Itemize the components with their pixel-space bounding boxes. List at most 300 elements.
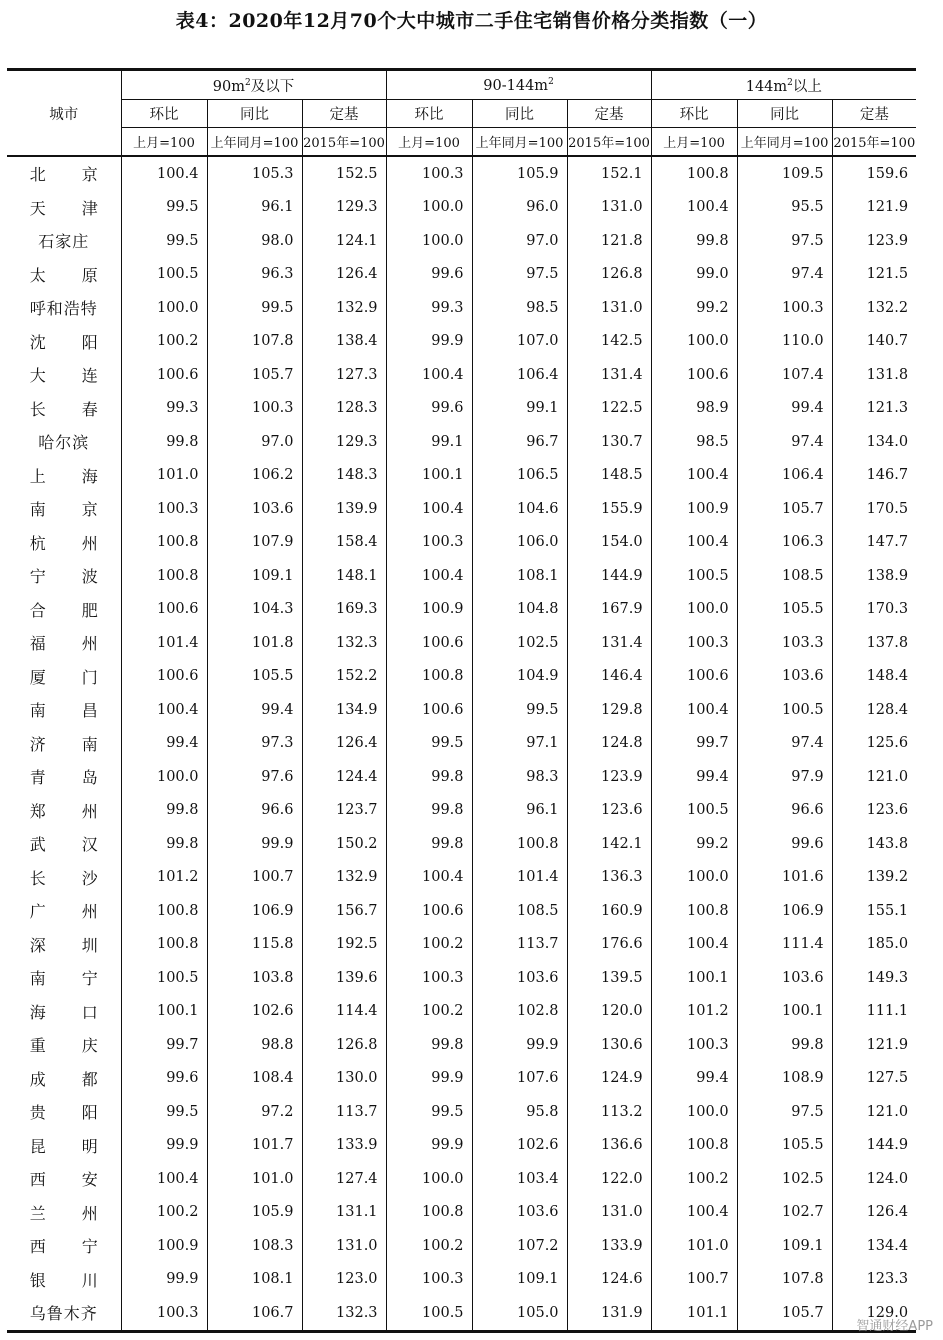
index-value-cell: 99.8 — [121, 794, 207, 828]
index-value-cell: 111.1 — [832, 995, 916, 1029]
city-cell — [7, 1196, 121, 1230]
index-value-cell: 123.3 — [832, 1263, 916, 1297]
table-row — [7, 593, 916, 627]
group-label-sup: 2 — [787, 77, 793, 88]
table-row — [7, 1296, 916, 1331]
group-header — [121, 70, 386, 100]
index-value-cell: 123.0 — [302, 1263, 386, 1297]
index-value-cell: 97.2 — [207, 1095, 302, 1129]
table-row — [7, 794, 916, 828]
index-value-cell: 152.5 — [302, 156, 386, 191]
unit-header: 上月=100 — [386, 128, 472, 157]
table-row — [7, 1062, 916, 1096]
index-value-cell: 101.4 — [121, 626, 207, 660]
index-value-cell: 105.5 — [737, 593, 832, 627]
index-value-cell: 99.9 — [386, 325, 472, 359]
index-value-cell: 121.9 — [832, 191, 916, 225]
index-value-cell: 99.5 — [207, 291, 302, 325]
index-value-cell: 170.3 — [832, 593, 916, 627]
group-label-post: 以上 — [792, 78, 822, 95]
table-row — [7, 961, 916, 995]
index-value-cell: 154.0 — [567, 526, 651, 560]
index-value-cell: 100.6 — [651, 660, 737, 694]
index-value-cell: 100.8 — [651, 894, 737, 928]
index-value-cell: 101.6 — [737, 861, 832, 895]
index-value-cell: 125.6 — [832, 727, 916, 761]
table-body — [7, 156, 916, 1331]
index-value-cell: 115.8 — [207, 928, 302, 962]
index-value-cell: 100.2 — [121, 1196, 207, 1230]
index-value-cell: 104.3 — [207, 593, 302, 627]
index-value-cell: 100.0 — [386, 1162, 472, 1196]
index-value-cell: 136.3 — [567, 861, 651, 895]
table-row — [7, 156, 916, 191]
index-value-cell: 100.3 — [737, 291, 832, 325]
index-value-cell: 99.5 — [386, 1095, 472, 1129]
index-value-cell: 99.6 — [121, 1062, 207, 1096]
index-value-cell: 136.6 — [567, 1129, 651, 1163]
city-name: 天津 — [29, 198, 98, 218]
index-value-cell: 127.5 — [832, 1062, 916, 1096]
index-value-cell: 106.2 — [207, 459, 302, 493]
index-value-cell: 102.6 — [472, 1129, 567, 1163]
index-value-cell: 170.5 — [832, 492, 916, 526]
sub-header: 定基 — [567, 100, 651, 128]
index-value-cell: 107.8 — [737, 1263, 832, 1297]
index-value-cell: 102.5 — [472, 626, 567, 660]
index-value-cell: 113.7 — [472, 928, 567, 962]
index-value-cell: 100.2 — [651, 1162, 737, 1196]
unit-header: 上年同月=100 — [737, 128, 832, 157]
table-title: 表4：2020年12月70个大中城市二手住宅销售价格分类指数（一） — [175, 10, 768, 32]
index-value-cell: 126.8 — [567, 258, 651, 292]
index-value-cell: 100.5 — [386, 1296, 472, 1331]
index-value-cell: 100.1 — [651, 961, 737, 995]
sub-header: 同比 — [737, 100, 832, 128]
unit-header: 2015年=100 — [567, 128, 651, 157]
index-value-cell: 100.8 — [121, 559, 207, 593]
city-name: 贵阳 — [29, 1103, 98, 1123]
index-value-cell: 101.0 — [121, 459, 207, 493]
index-value-cell: 108.3 — [207, 1229, 302, 1263]
index-value-cell: 160.9 — [567, 894, 651, 928]
index-value-cell: 99.4 — [651, 760, 737, 794]
index-value-cell: 100.3 — [386, 526, 472, 560]
index-value-cell: 100.4 — [651, 693, 737, 727]
index-value-cell: 100.3 — [207, 392, 302, 426]
table-row — [7, 1196, 916, 1230]
index-value-cell: 100.5 — [737, 693, 832, 727]
index-value-cell: 109.1 — [207, 559, 302, 593]
index-value-cell: 140.7 — [832, 325, 916, 359]
index-value-cell: 100.6 — [651, 358, 737, 392]
index-value-cell: 109.1 — [737, 1229, 832, 1263]
index-value-cell: 100.0 — [386, 224, 472, 258]
index-value-cell: 103.6 — [737, 961, 832, 995]
index-value-cell: 99.9 — [472, 1028, 567, 1062]
index-value-cell: 100.4 — [651, 928, 737, 962]
index-value-cell: 108.4 — [207, 1062, 302, 1096]
index-value-cell: 100.5 — [651, 559, 737, 593]
index-value-cell: 123.7 — [302, 794, 386, 828]
city-name: 乌鲁木齐 — [29, 1304, 98, 1324]
index-value-cell: 97.3 — [207, 727, 302, 761]
index-value-cell: 100.9 — [651, 492, 737, 526]
index-value-cell: 96.6 — [207, 794, 302, 828]
index-value-cell: 100.4 — [651, 1196, 737, 1230]
index-value-cell: 100.9 — [386, 593, 472, 627]
index-value-cell: 96.1 — [472, 794, 567, 828]
index-value-cell: 97.5 — [737, 1095, 832, 1129]
index-value-cell: 99.2 — [651, 291, 737, 325]
group-label-sup: 2 — [548, 76, 554, 87]
group-label-pre: 90m — [212, 78, 245, 95]
index-value-cell: 99.4 — [737, 392, 832, 426]
index-value-cell: 100.6 — [386, 626, 472, 660]
index-value-cell: 124.8 — [567, 727, 651, 761]
index-value-cell: 100.3 — [121, 492, 207, 526]
city-cell — [7, 559, 121, 593]
table-row — [7, 526, 916, 560]
index-value-cell: 106.4 — [472, 358, 567, 392]
index-value-cell: 99.8 — [386, 1028, 472, 1062]
table-row — [7, 224, 916, 258]
index-value-cell: 121.0 — [832, 1095, 916, 1129]
sub-header: 环比 — [121, 100, 207, 128]
index-value-cell: 97.4 — [737, 727, 832, 761]
index-value-cell: 120.0 — [567, 995, 651, 1029]
index-value-cell: 100.2 — [386, 928, 472, 962]
city-name: 青岛 — [29, 768, 98, 788]
index-value-cell: 122.5 — [567, 392, 651, 426]
index-value-cell: 109.5 — [737, 156, 832, 191]
city-cell — [7, 626, 121, 660]
index-value-cell: 100.0 — [121, 291, 207, 325]
index-value-cell: 100.3 — [386, 1263, 472, 1297]
index-value-cell: 100.9 — [121, 1229, 207, 1263]
city-name: 银川 — [29, 1270, 98, 1290]
city-cell — [7, 1296, 121, 1331]
index-value-cell: 101.2 — [651, 995, 737, 1029]
index-value-cell: 99.5 — [386, 727, 472, 761]
city-name: 厦门 — [29, 667, 98, 687]
index-value-cell: 139.2 — [832, 861, 916, 895]
city-cell — [7, 928, 121, 962]
table-row — [7, 258, 916, 292]
index-value-cell: 99.6 — [386, 258, 472, 292]
city-name: 郑州 — [29, 801, 98, 821]
city-cell — [7, 291, 121, 325]
unit-header: 上月=100 — [121, 128, 207, 157]
index-value-cell: 98.3 — [472, 760, 567, 794]
index-value-cell: 152.2 — [302, 660, 386, 694]
index-value-cell: 99.5 — [121, 224, 207, 258]
index-value-cell: 128.3 — [302, 392, 386, 426]
index-value-cell: 106.4 — [737, 459, 832, 493]
table-row — [7, 660, 916, 694]
index-value-cell: 100.1 — [386, 459, 472, 493]
index-value-cell: 128.4 — [832, 693, 916, 727]
index-value-cell: 97.4 — [737, 258, 832, 292]
index-value-cell: 99.4 — [121, 727, 207, 761]
index-value-cell: 131.0 — [567, 191, 651, 225]
index-value-cell: 103.6 — [472, 1196, 567, 1230]
city-name: 太原 — [29, 265, 98, 285]
index-value-cell: 100.8 — [386, 660, 472, 694]
index-value-cell: 105.7 — [737, 492, 832, 526]
index-value-cell: 124.9 — [567, 1062, 651, 1096]
index-value-cell: 121.9 — [832, 1028, 916, 1062]
index-value-cell: 150.2 — [302, 827, 386, 861]
table-row — [7, 1129, 916, 1163]
index-value-cell: 192.5 — [302, 928, 386, 962]
index-value-cell: 102.6 — [207, 995, 302, 1029]
index-value-cell: 99.9 — [386, 1129, 472, 1163]
city-cell — [7, 794, 121, 828]
index-value-cell: 127.3 — [302, 358, 386, 392]
index-value-cell: 148.3 — [302, 459, 386, 493]
index-value-cell: 101.1 — [651, 1296, 737, 1331]
index-value-cell: 108.5 — [737, 559, 832, 593]
index-value-cell: 131.8 — [832, 358, 916, 392]
index-value-cell: 106.9 — [737, 894, 832, 928]
index-value-cell: 98.8 — [207, 1028, 302, 1062]
index-value-cell: 131.1 — [302, 1196, 386, 1230]
index-value-cell: 97.9 — [737, 760, 832, 794]
index-value-cell: 100.7 — [651, 1263, 737, 1297]
index-value-cell: 155.9 — [567, 492, 651, 526]
sub-header: 定基 — [832, 100, 916, 128]
group-label-pre: 90-144m — [483, 77, 549, 94]
city-cell — [7, 1095, 121, 1129]
index-value-cell: 99.6 — [737, 827, 832, 861]
city-cell — [7, 1229, 121, 1263]
table-row — [7, 392, 916, 426]
index-value-cell: 111.4 — [737, 928, 832, 962]
group-header — [386, 70, 651, 100]
index-value-cell: 158.4 — [302, 526, 386, 560]
index-value-cell: 123.9 — [832, 224, 916, 258]
index-value-cell: 176.6 — [567, 928, 651, 962]
index-value-cell: 100.5 — [121, 961, 207, 995]
city-name: 重庆 — [29, 1036, 98, 1056]
index-value-cell: 100.0 — [651, 593, 737, 627]
city-name: 哈尔滨 — [38, 433, 90, 453]
index-value-cell: 114.4 — [302, 995, 386, 1029]
index-value-cell: 100.4 — [121, 1162, 207, 1196]
index-value-cell: 100.0 — [121, 760, 207, 794]
index-value-cell: 133.9 — [567, 1229, 651, 1263]
index-value-cell: 132.3 — [302, 1296, 386, 1331]
index-value-cell: 100.5 — [121, 258, 207, 292]
index-value-cell: 107.6 — [472, 1062, 567, 1096]
index-value-cell: 129.8 — [567, 693, 651, 727]
index-value-cell: 99.8 — [121, 425, 207, 459]
city-name: 沈阳 — [29, 332, 98, 352]
index-value-cell: 95.8 — [472, 1095, 567, 1129]
group-header — [651, 70, 916, 100]
index-value-cell: 100.4 — [121, 693, 207, 727]
index-value-cell: 107.0 — [472, 325, 567, 359]
index-value-cell: 106.0 — [472, 526, 567, 560]
index-value-cell: 100.8 — [121, 928, 207, 962]
table-row — [7, 459, 916, 493]
city-name: 南宁 — [29, 969, 98, 989]
index-value-cell: 97.1 — [472, 727, 567, 761]
city-name: 合肥 — [29, 600, 98, 620]
index-value-cell: 97.0 — [207, 425, 302, 459]
table-row — [7, 425, 916, 459]
table-row — [7, 827, 916, 861]
city-name: 大连 — [29, 366, 98, 386]
index-value-cell: 100.4 — [386, 358, 472, 392]
city-cell — [7, 425, 121, 459]
city-cell — [7, 358, 121, 392]
index-value-cell: 124.1 — [302, 224, 386, 258]
index-value-cell: 132.9 — [302, 861, 386, 895]
index-value-cell: 108.9 — [737, 1062, 832, 1096]
index-value-cell: 105.5 — [737, 1129, 832, 1163]
index-value-cell: 137.8 — [832, 626, 916, 660]
index-value-cell: 105.9 — [207, 1196, 302, 1230]
city-cell — [7, 894, 121, 928]
index-value-cell: 105.7 — [737, 1296, 832, 1331]
index-value-cell: 110.0 — [737, 325, 832, 359]
city-cell — [7, 492, 121, 526]
table-row — [7, 325, 916, 359]
index-value-cell: 98.9 — [651, 392, 737, 426]
index-value-cell: 97.5 — [472, 258, 567, 292]
index-value-cell: 139.6 — [302, 961, 386, 995]
index-value-cell: 109.1 — [472, 1263, 567, 1297]
index-value-cell: 123.6 — [832, 794, 916, 828]
index-value-cell: 130.0 — [302, 1062, 386, 1096]
index-value-cell: 100.7 — [207, 861, 302, 895]
index-value-cell: 108.1 — [207, 1263, 302, 1297]
index-value-cell: 100.3 — [651, 1028, 737, 1062]
index-value-cell: 97.0 — [472, 224, 567, 258]
index-value-cell: 107.4 — [737, 358, 832, 392]
index-value-cell: 97.5 — [737, 224, 832, 258]
city-cell — [7, 861, 121, 895]
sub-header: 同比 — [472, 100, 567, 128]
index-value-cell: 102.5 — [737, 1162, 832, 1196]
index-value-cell: 100.8 — [651, 1129, 737, 1163]
table-row — [7, 760, 916, 794]
city-name: 上海 — [29, 466, 98, 486]
table-row — [7, 894, 916, 928]
index-value-cell: 105.0 — [472, 1296, 567, 1331]
city-cell — [7, 593, 121, 627]
index-value-cell: 155.1 — [832, 894, 916, 928]
index-value-cell: 104.6 — [472, 492, 567, 526]
city-cell — [7, 224, 121, 258]
index-value-cell: 100.8 — [651, 156, 737, 191]
index-value-cell: 100.4 — [121, 156, 207, 191]
city-name: 杭州 — [29, 533, 98, 553]
city-column-header: 城市 — [7, 70, 121, 157]
index-value-cell: 106.5 — [472, 459, 567, 493]
index-value-cell: 99.4 — [207, 693, 302, 727]
city-name: 济南 — [29, 734, 98, 754]
index-value-cell: 98.0 — [207, 224, 302, 258]
city-cell — [7, 693, 121, 727]
index-value-cell: 126.4 — [832, 1196, 916, 1230]
table-row — [7, 1162, 916, 1196]
index-value-cell: 98.5 — [472, 291, 567, 325]
table-row — [7, 861, 916, 895]
index-value-cell: 101.0 — [651, 1229, 737, 1263]
index-value-cell: 105.9 — [472, 156, 567, 191]
index-value-cell: 99.9 — [386, 1062, 472, 1096]
index-value-cell: 96.1 — [207, 191, 302, 225]
index-value-cell: 106.7 — [207, 1296, 302, 1331]
index-value-cell: 100.2 — [386, 995, 472, 1029]
index-value-cell: 96.6 — [737, 794, 832, 828]
index-value-cell: 99.8 — [121, 827, 207, 861]
index-value-cell: 100.0 — [386, 191, 472, 225]
index-value-cell: 99.6 — [386, 392, 472, 426]
index-value-cell: 138.9 — [832, 559, 916, 593]
table-row — [7, 1028, 916, 1062]
index-value-cell: 100.3 — [386, 156, 472, 191]
index-value-cell: 105.3 — [207, 156, 302, 191]
index-value-cell: 100.6 — [386, 693, 472, 727]
index-value-cell: 134.9 — [302, 693, 386, 727]
index-value-cell: 100.3 — [651, 626, 737, 660]
index-value-cell: 113.2 — [567, 1095, 651, 1129]
index-value-cell: 108.1 — [472, 559, 567, 593]
sub-header: 同比 — [207, 100, 302, 128]
city-cell — [7, 1129, 121, 1163]
index-value-cell: 101.2 — [121, 861, 207, 895]
index-value-cell: 130.7 — [567, 425, 651, 459]
city-cell — [7, 827, 121, 861]
index-value-cell: 100.8 — [386, 1196, 472, 1230]
city-name: 呼和浩特 — [29, 299, 98, 319]
index-value-cell: 131.0 — [567, 291, 651, 325]
city-name: 南京 — [29, 500, 98, 520]
unit-header: 上年同月=100 — [472, 128, 567, 157]
index-value-cell: 142.1 — [567, 827, 651, 861]
city-name: 南昌 — [29, 701, 98, 721]
city-cell — [7, 459, 121, 493]
index-value-cell: 121.3 — [832, 392, 916, 426]
city-name: 兰州 — [29, 1203, 98, 1223]
city-name: 西安 — [29, 1170, 98, 1190]
table-row — [7, 1229, 916, 1263]
index-value-cell: 148.5 — [567, 459, 651, 493]
index-value-cell: 148.1 — [302, 559, 386, 593]
city-cell — [7, 1263, 121, 1297]
index-value-cell: 104.9 — [472, 660, 567, 694]
city-name: 武汉 — [29, 835, 98, 855]
index-value-cell: 107.8 — [207, 325, 302, 359]
city-name: 长沙 — [29, 868, 98, 888]
city-cell — [7, 660, 121, 694]
index-value-cell: 96.0 — [472, 191, 567, 225]
index-value-cell: 126.4 — [302, 258, 386, 292]
city-cell — [7, 760, 121, 794]
index-value-cell: 103.8 — [207, 961, 302, 995]
index-value-cell: 104.8 — [472, 593, 567, 627]
index-value-cell: 106.3 — [737, 526, 832, 560]
index-value-cell: 100.3 — [386, 961, 472, 995]
index-value-cell: 98.5 — [651, 425, 737, 459]
table-row — [7, 358, 916, 392]
index-value-cell: 99.9 — [121, 1129, 207, 1163]
index-value-cell: 100.0 — [651, 1095, 737, 1129]
